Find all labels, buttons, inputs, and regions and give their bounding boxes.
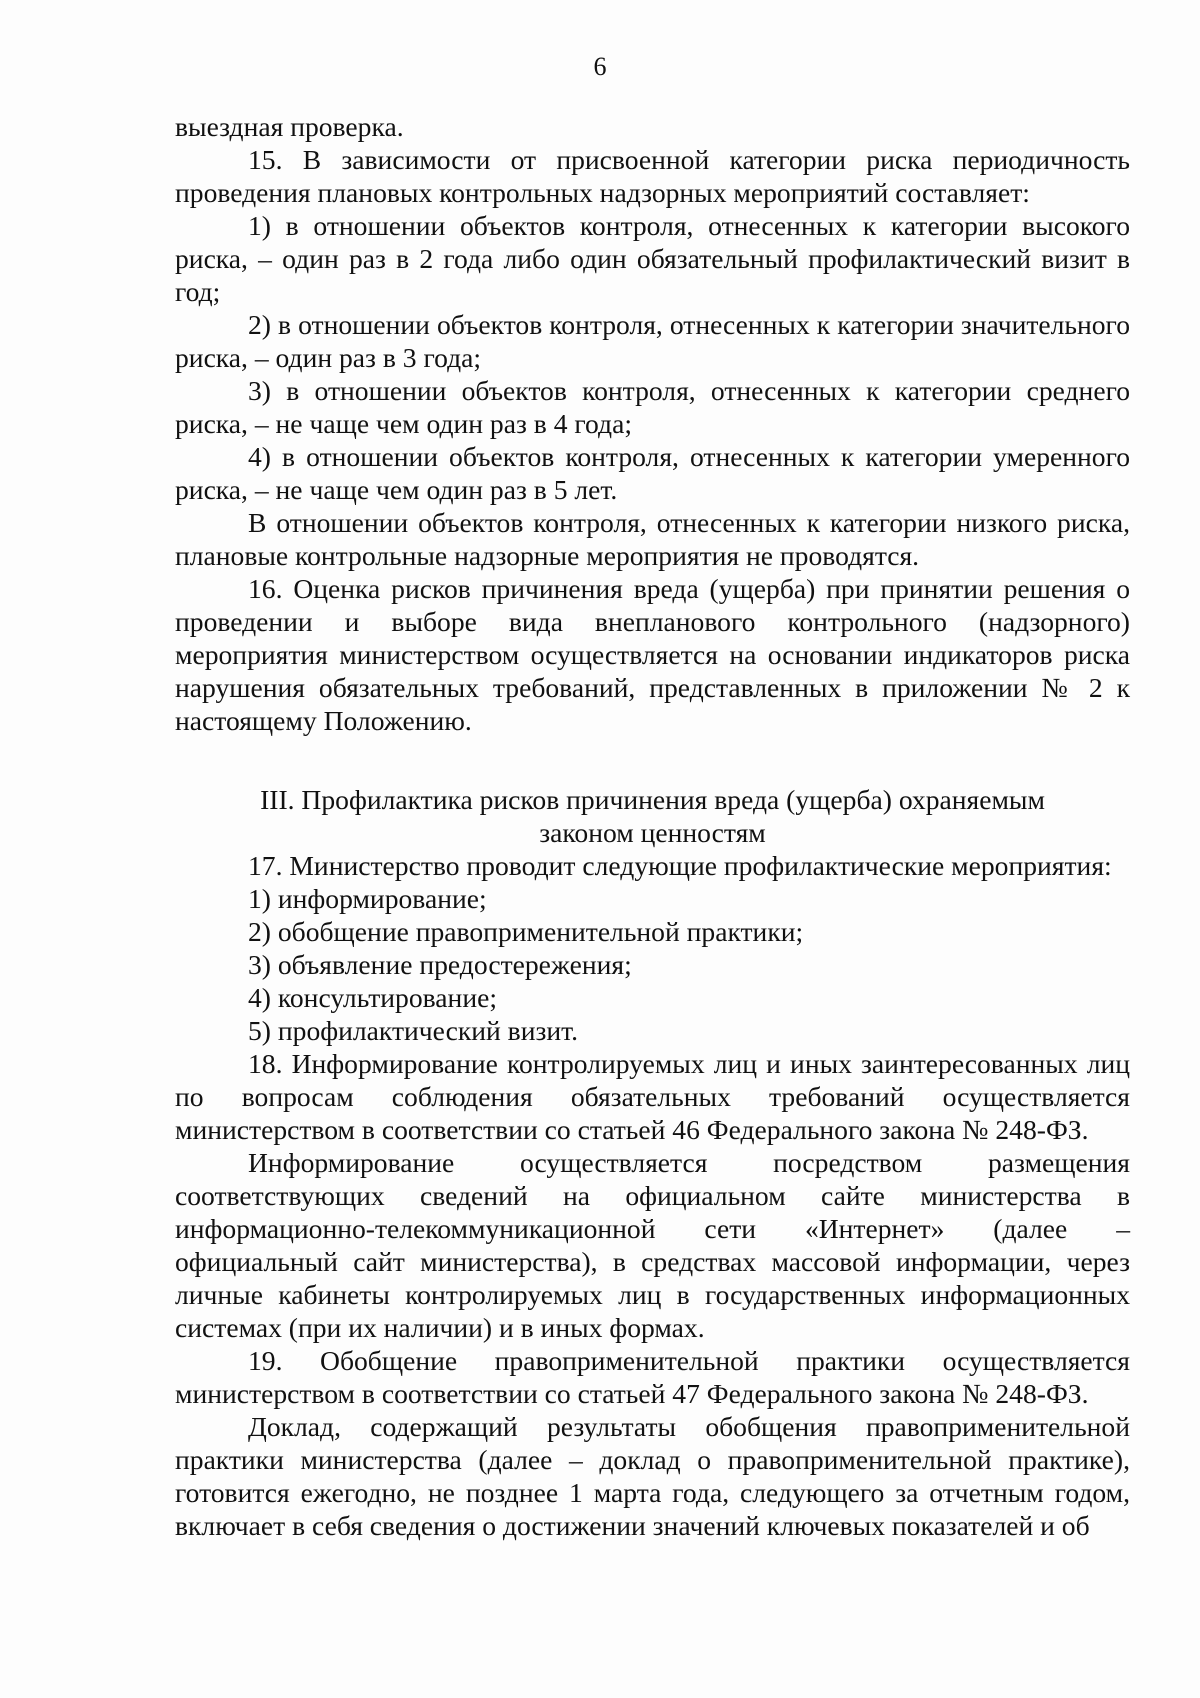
paragraph-item-16: 16. Оценка рисков причинения вреда (ущерба) при принятии решения о проведении и выборе вида внепланового контрольного (надзорного) мероприятия министерством осуществляется на основании индикаторов риска нарушения обязательных требований, представленных в приложении № 2 к настоящему Положению.: [175, 573, 1130, 736]
paragraph: В отношении объектов контроля, отнесенных к категории низкого риска, плановые контрольные надзорные мероприятия не проводятся.: [175, 507, 1130, 571]
paragraph-list-item: 1) в отношении объектов контроля, отнесенных к категории высокого риска, – один раз в 2 года либо один обязательный профилактический визит в год;: [175, 210, 1130, 307]
document-body: [175, 110, 1130, 1542]
paragraph-list-item: 3) объявление предостережения;: [248, 949, 632, 980]
paragraph: Доклад, содержащий результаты обобщения правоприменительной практики министерства (далее – доклад о правоприменительной практике), готовится ежегодно, не позднее 1 марта года, следующего за отчетным годом, включает в себя сведения о достижении значений ключевых показателей и об: [175, 1411, 1130, 1541]
paragraph-list-item: 2) обобщение правоприменительной практики;: [248, 916, 804, 947]
paragraph-item-15: 15. В зависимости от присвоенной категории риска периодичность проведения плановых контрольных надзорных мероприятий составляет:: [175, 144, 1130, 208]
paragraph-list-item: 2) в отношении объектов контроля, отнесенных к категории значительного риска, – один раз в 3 года;: [175, 309, 1130, 373]
paragraph-list-item: 3) в отношении объектов контроля, отнесенных к категории среднего риска, – не чаще чем один раз в 4 года;: [175, 375, 1130, 439]
paragraph-item-19: 19. Обобщение правоприменительной практики осуществляется министерством в соответствии со статьей 47 Федерального закона № 248-ФЗ.: [175, 1345, 1130, 1409]
paragraph-group-before: [175, 110, 1130, 737]
page-number: 6: [593, 52, 607, 81]
paragraph-list-item: 4) консультирование;: [248, 982, 498, 1013]
paragraph-list-item: 4) в отношении объектов контроля, отнесенных к категории умеренного риска, – не чаще чем один раз в 5 лет.: [175, 441, 1130, 505]
paragraph-item-18: 18. Информирование контролируемых лиц и иных заинтересованных лиц по вопросам соблюдения обязательных требований осуществляется министерством в соответствии со статьей 46 Федерального закона № 248-ФЗ.: [175, 1048, 1130, 1145]
section-heading-line: III. Профилактика рисков причинения вреда (ущерба) охраняемым: [260, 784, 1045, 815]
paragraph-list-item: 1) информирование;: [248, 883, 487, 914]
paragraph-item-17: 17. Министерство проводит следующие профилактические мероприятия:: [248, 850, 1112, 881]
paragraph-group-after: [175, 849, 1130, 1542]
section-heading: [175, 783, 1130, 849]
section-heading-line: законом ценностям: [539, 817, 766, 848]
paragraph-list-item: 5) профилактический визит.: [248, 1015, 579, 1046]
paragraph: выездная проверка.: [175, 111, 404, 142]
paragraph: Информирование осуществляется посредством размещения соответствующих сведений на официальном сайте министерства в информационно-телекоммуникационной сети «Интернет» (далее – официальный сайт министерства), в средствах массовой информации, через личные кабинеты контролируемых лиц в государственных информационных системах (при их наличии) и в иных формах.: [175, 1147, 1130, 1343]
